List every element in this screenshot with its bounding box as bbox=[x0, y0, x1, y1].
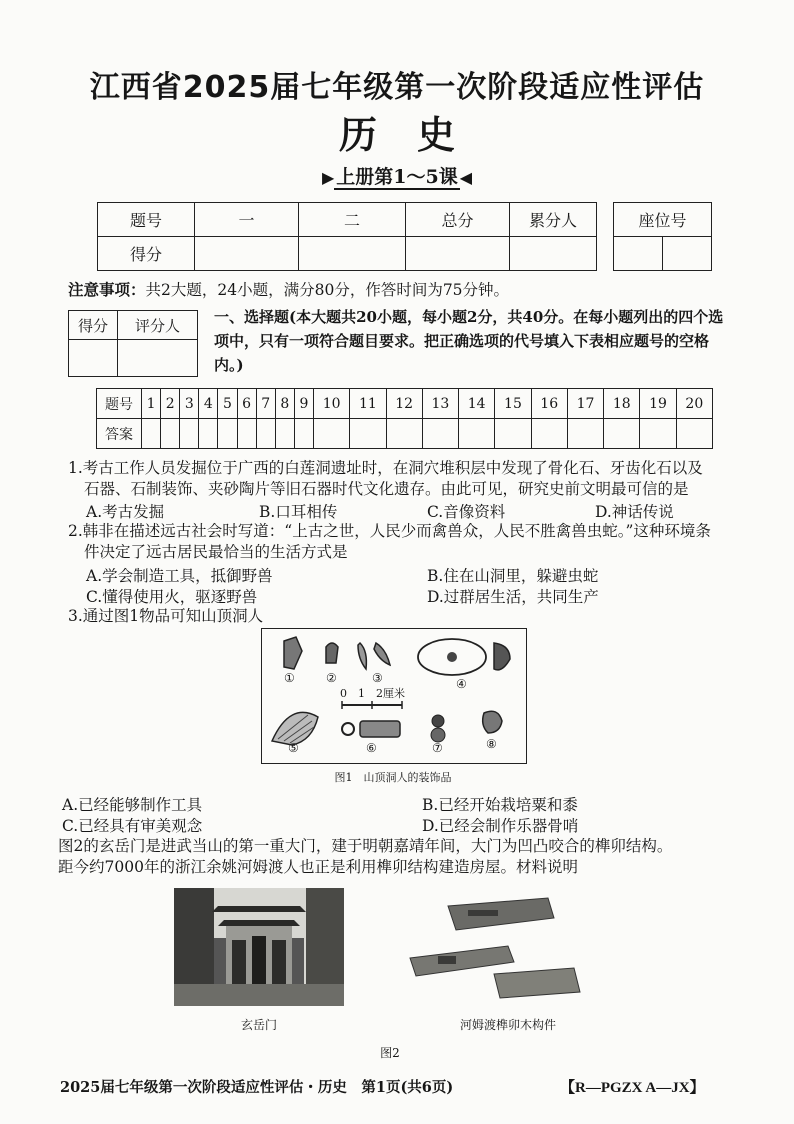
notice-label: 注意事项： bbox=[68, 280, 146, 299]
score-header-part1: 一 bbox=[195, 203, 299, 237]
q1-option-c: C.音像资料 bbox=[427, 503, 506, 521]
grader-score-label: 得分 bbox=[69, 311, 118, 340]
seat-label: 座位号 bbox=[614, 203, 712, 237]
question-number-19: 19 bbox=[640, 389, 676, 419]
score-cell-total[interactable] bbox=[406, 237, 510, 271]
question-number-12: 12 bbox=[386, 389, 422, 419]
answer-table bbox=[96, 388, 713, 449]
answer-cell-14[interactable] bbox=[459, 419, 495, 449]
triangle-right-icon: ▶ bbox=[321, 168, 335, 187]
q3-option-b: B.已经开始栽培粟和黍 bbox=[422, 796, 578, 814]
item-label-8: ⑧ bbox=[486, 737, 497, 751]
answer-cell-8[interactable] bbox=[275, 419, 294, 449]
exam-code: 【R—PGZX A—JX】 bbox=[560, 1080, 705, 1096]
score-cell-accumulator[interactable] bbox=[510, 237, 597, 271]
section-heading: 一、选择题(本大题共20小题，每小题2分，共40分。在每小题列出的四个选项中，只有一项符合题目要求。把正确选项的代号填入下表相应题号的空格内。) bbox=[214, 308, 724, 374]
q2-option-a: A.学会制造工具，抵御野兽 bbox=[86, 567, 273, 585]
question-number-15: 15 bbox=[495, 389, 531, 419]
answer-cell-20[interactable] bbox=[676, 419, 712, 449]
item-label-6: ⑥ bbox=[366, 741, 377, 755]
answer-cell-11[interactable] bbox=[350, 419, 386, 449]
score-cell-part1[interactable] bbox=[195, 237, 299, 271]
question-number-17: 17 bbox=[567, 389, 603, 419]
item-label-1: ① bbox=[284, 671, 295, 685]
question-number-5: 5 bbox=[218, 389, 237, 419]
ornament-7b-shape bbox=[431, 728, 445, 742]
question-number-13: 13 bbox=[422, 389, 458, 419]
question-number-8: 8 bbox=[275, 389, 294, 419]
seat-cell-1[interactable] bbox=[614, 237, 663, 271]
seat-cell-2[interactable] bbox=[662, 237, 711, 271]
answer-cell-16[interactable] bbox=[531, 419, 567, 449]
answer-cell-3[interactable] bbox=[180, 419, 199, 449]
exam-title: 江西省2025届七年级第一次阶段适应性评估 bbox=[89, 70, 705, 105]
photo1-caption: 玄岳门 bbox=[240, 1018, 277, 1032]
item-label-5: ⑤ bbox=[288, 741, 299, 755]
question-number-3: 3 bbox=[180, 389, 199, 419]
question-number-2: 2 bbox=[161, 389, 180, 419]
grader-name-cell[interactable] bbox=[118, 340, 198, 377]
figure-1-ornaments bbox=[261, 628, 527, 764]
question-number-16: 16 bbox=[531, 389, 567, 419]
question-1-line1: 1.考古工作人员发掘位于广西的白莲洞遗址时，在洞穴堆积层中发现了骨化石、牙齿化石以及 bbox=[68, 459, 703, 477]
ornament-1-shape bbox=[284, 637, 302, 669]
ornament-6-bead bbox=[342, 723, 354, 735]
question-1-line2: 石器、石制装饰、夹砂陶片等旧石器时代文化遗存。由此可见，研究史前文明最可信的是 bbox=[84, 480, 689, 498]
figure-2-caption: 图2 bbox=[380, 1046, 400, 1060]
answer-cell-4[interactable] bbox=[199, 419, 218, 449]
ornament-4b-shape bbox=[494, 643, 510, 670]
notice-text: 共2大题，24小题，满分80分，作答时间为75分钟。 bbox=[145, 281, 510, 299]
answer-cell-5[interactable] bbox=[218, 419, 237, 449]
answer-cell-13[interactable] bbox=[422, 419, 458, 449]
ornament-8-shape bbox=[483, 711, 502, 733]
question-4-line1: 图2的玄岳门是进武当山的第一重大门，建于明朝嘉靖年间，大门为凹凸咬合的榫卯结构。 bbox=[58, 837, 673, 855]
question-number-1: 1 bbox=[142, 389, 161, 419]
q1-option-a: A.考古发掘 bbox=[86, 503, 165, 521]
subject-title: 历史 bbox=[338, 112, 495, 157]
question-2-line1: 2.韩非在描述远古社会时写道：“上古之世，人民少而禽兽众，人民不胜禽兽虫蛇。”这种环境条 bbox=[68, 522, 711, 540]
ornament-3b-shape bbox=[374, 643, 390, 665]
ornament-2-shape bbox=[326, 643, 338, 663]
grader-score-cell[interactable] bbox=[69, 340, 118, 377]
q2-option-b: B.住在山洞里，躲避虫蛇 bbox=[427, 567, 599, 585]
answer-cell-17[interactable] bbox=[567, 419, 603, 449]
item-label-3: ③ bbox=[372, 671, 383, 685]
score-header-number: 题号 bbox=[98, 203, 195, 237]
xuanyue-gate-photo bbox=[174, 888, 344, 1006]
photo2-caption: 河姆渡榫卯木构件 bbox=[459, 1018, 556, 1032]
question-2-line2: 件决定了远古居民最恰当的生活方式是 bbox=[84, 543, 348, 561]
answer-row-label: 题号 bbox=[97, 389, 142, 419]
q1-option-b: B.口耳相传 bbox=[259, 503, 338, 521]
answer-cell-12[interactable] bbox=[386, 419, 422, 449]
q2-option-c: C.懂得使用火，驱逐野兽 bbox=[86, 588, 258, 606]
lesson-range-text: 上册第1～5课 bbox=[336, 166, 458, 188]
answer-cell-18[interactable] bbox=[604, 419, 640, 449]
question-3-line1: 3.通过图1物品可知山顶洞人 bbox=[68, 607, 264, 625]
answer-cell-1[interactable] bbox=[142, 419, 161, 449]
triangle-left-icon: ◀ bbox=[459, 168, 473, 187]
q2-option-d: D.过群居生活，共同生产 bbox=[427, 588, 599, 606]
answer-cell-2[interactable] bbox=[161, 419, 180, 449]
answer-row2-label: 答案 bbox=[97, 419, 142, 449]
question-number-11: 11 bbox=[350, 389, 386, 419]
question-number-10: 10 bbox=[313, 389, 349, 419]
q3-option-c: C.已经具有审美观念 bbox=[62, 817, 203, 835]
ornament-3a-shape bbox=[358, 643, 366, 669]
figure-1-caption: 图1 山顶洞人的装饰品 bbox=[334, 771, 452, 784]
question-number-9: 9 bbox=[294, 389, 313, 419]
question-number-20: 20 bbox=[676, 389, 712, 419]
score-row-label: 得分 bbox=[98, 237, 195, 271]
score-header-total: 总分 bbox=[406, 203, 510, 237]
answer-cell-9[interactable] bbox=[294, 419, 313, 449]
grader-name-label: 评分人 bbox=[118, 311, 198, 340]
score-table bbox=[97, 202, 597, 271]
item-label-4: ④ bbox=[456, 677, 467, 691]
answer-cell-19[interactable] bbox=[640, 419, 676, 449]
answer-cell-10[interactable] bbox=[313, 419, 349, 449]
answer-cell-6[interactable] bbox=[237, 419, 256, 449]
q1-option-d: D.神话传说 bbox=[595, 503, 674, 521]
item-label-2: ② bbox=[326, 671, 337, 685]
hemudu-mortise-tenon-photo bbox=[398, 888, 598, 1006]
page-footer: 2025届七年级第一次阶段适应性评估・历史 第1页(共6页) bbox=[60, 1079, 454, 1096]
scale-label: 0 1 2厘米 bbox=[340, 687, 405, 700]
ornament-6-tube bbox=[360, 721, 400, 737]
seat-table bbox=[613, 202, 712, 271]
question-number-7: 7 bbox=[256, 389, 275, 419]
question-number-4: 4 bbox=[199, 389, 218, 419]
score-header-accumulator: 累分人 bbox=[510, 203, 597, 237]
score-cell-part2[interactable] bbox=[299, 237, 406, 271]
ornament-7a-shape bbox=[432, 715, 444, 727]
question-4-line2: 距今约7000年的浙江余姚河姆渡人也正是利用榫卯结构建造房屋。材料说明 bbox=[58, 858, 578, 876]
answer-cell-7[interactable] bbox=[256, 419, 275, 449]
ornament-4-hole bbox=[447, 652, 457, 662]
question-number-14: 14 bbox=[459, 389, 495, 419]
notice bbox=[68, 278, 509, 300]
score-header-part2: 二 bbox=[299, 203, 406, 237]
lesson-range bbox=[0, 162, 794, 189]
answer-cell-15[interactable] bbox=[495, 419, 531, 449]
q3-option-a: A.已经能够制作工具 bbox=[62, 796, 203, 814]
q3-option-d: D.已经会制作乐器骨哨 bbox=[422, 817, 579, 835]
question-number-18: 18 bbox=[604, 389, 640, 419]
question-number-6: 6 bbox=[237, 389, 256, 419]
item-label-7: ⑦ bbox=[432, 741, 443, 755]
grader-table bbox=[68, 310, 198, 377]
